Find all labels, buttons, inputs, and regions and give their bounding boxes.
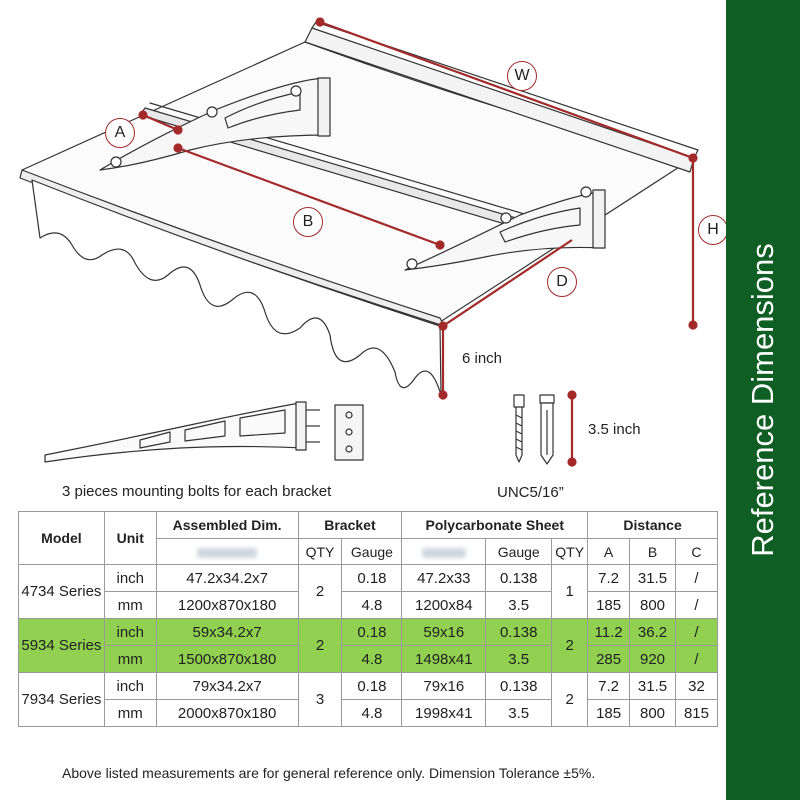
bracket-qty-cell: 3 [298, 673, 342, 727]
table-row [19, 619, 718, 646]
sheet-cell: 47.2x33 [402, 565, 486, 592]
sheet-cell: 1998x41 [402, 700, 486, 727]
dim-label-6-inch: 6 inch [462, 350, 503, 367]
dist-b-cell: 31.5 [630, 673, 676, 700]
table-row [19, 646, 718, 673]
table-row [19, 592, 718, 619]
expansion-anchor-icon [540, 395, 554, 464]
gauge-cell: 0.18 [342, 673, 402, 700]
model-cell: 4734 Series [19, 565, 105, 619]
mounting-bolt-icon [514, 395, 524, 462]
bracket-side-view [45, 402, 305, 462]
dist-c-cell: 32 [675, 673, 717, 700]
dist-a-cell: 285 [588, 646, 630, 673]
model-cell: 7934 Series [19, 673, 105, 727]
unit-cell: inch [104, 619, 156, 646]
sheet-gauge-cell: 3.5 [486, 592, 552, 619]
bolt-label: UNC5/16” [497, 484, 564, 501]
dim-label-3-5-inch: 3.5 inch [588, 421, 641, 438]
dist-c-cell: / [675, 619, 717, 646]
sheet-gauge-cell: 3.5 [486, 646, 552, 673]
footnote: Above listed measurements are for general reference only. Dimension Tolerance ±5%. [62, 765, 596, 781]
assembled-cell: 1200x870x180 [156, 592, 298, 619]
dist-a-cell: 11.2 [588, 619, 630, 646]
dist-c-cell: / [675, 565, 717, 592]
dist-c-cell: / [675, 646, 717, 673]
unit-cell: mm [104, 592, 156, 619]
unit-cell: inch [104, 673, 156, 700]
unit-cell: mm [104, 646, 156, 673]
gauge-cell: 4.8 [342, 646, 402, 673]
sheet-cell: 1200x84 [402, 592, 486, 619]
sheet-qty-cell: 2 [552, 619, 588, 673]
subheader-gauge: Gauge [342, 539, 402, 565]
table-row [19, 673, 718, 700]
header-assembled: Assembled Dim. [156, 512, 298, 539]
subheader-a: A [588, 539, 630, 565]
unit-cell: mm [104, 700, 156, 727]
table-row [19, 700, 718, 727]
sheet-cell: 59x16 [402, 619, 486, 646]
gauge-cell: 0.18 [342, 619, 402, 646]
sheet-gauge-cell: 0.138 [486, 565, 552, 592]
sheet-cell: 1498x41 [402, 646, 486, 673]
sheet-gauge-cell: 0.138 [486, 619, 552, 646]
dim-label-a: A [105, 118, 135, 148]
dist-a-cell: 7.2 [588, 565, 630, 592]
side-title: Reference Dimensions [745, 243, 780, 557]
sheet-qty-cell: 2 [552, 673, 588, 727]
subheader-qty: QTY [298, 539, 342, 565]
assembled-cell: 2000x870x180 [156, 700, 298, 727]
bracket-qty-cell: 2 [298, 565, 342, 619]
dist-b-cell: 36.2 [630, 619, 676, 646]
sheet-gauge-cell: 3.5 [486, 700, 552, 727]
sheet-cell: 79x16 [402, 673, 486, 700]
subheader-sheet-gauge: Gauge [486, 539, 552, 565]
subheader-sheet-qty: QTY [552, 539, 588, 565]
sheet-gauge-cell: 0.138 [486, 673, 552, 700]
header-unit: Unit [104, 512, 156, 565]
assembled-cell: 59x34.2x7 [156, 619, 298, 646]
subheader-b: B [630, 539, 676, 565]
bracket-qty-cell: 2 [298, 619, 342, 673]
canopy-top-sheet [22, 42, 690, 322]
model-cell: 5934 Series [19, 619, 105, 673]
dist-b-cell: 920 [630, 646, 676, 673]
dim-label-b: B [293, 207, 323, 237]
header-distance: Distance [588, 512, 718, 539]
dist-b-cell: 31.5 [630, 565, 676, 592]
redacted-label [156, 539, 298, 565]
dist-a-cell: 7.2 [588, 673, 630, 700]
assembled-cell: 1500x870x180 [156, 646, 298, 673]
subheader-c: C [675, 539, 717, 565]
table-row [19, 565, 718, 592]
bracket-caption: 3 pieces mounting bolts for each bracket [62, 483, 332, 500]
dist-a-cell: 185 [588, 592, 630, 619]
header-sheet: Polycarbonate Sheet [402, 512, 588, 539]
sheet-qty-cell: 1 [552, 565, 588, 619]
dim-label-h: H [698, 215, 728, 245]
redacted-label [402, 539, 486, 565]
header-bracket: Bracket [298, 512, 402, 539]
gauge-cell: 4.8 [342, 700, 402, 727]
assembled-cell: 79x34.2x7 [156, 673, 298, 700]
dist-a-cell: 185 [588, 700, 630, 727]
unit-cell: inch [104, 565, 156, 592]
header-model: Model [19, 512, 105, 565]
dim-label-w: W [507, 61, 537, 91]
dist-b-cell: 800 [630, 700, 676, 727]
gauge-cell: 0.18 [342, 565, 402, 592]
spec-table [18, 511, 718, 727]
assembled-cell: 47.2x34.2x7 [156, 565, 298, 592]
dim-label-d: D [547, 267, 577, 297]
gauge-cell: 4.8 [342, 592, 402, 619]
dist-c-cell: 815 [675, 700, 717, 727]
dist-c-cell: / [675, 592, 717, 619]
dist-b-cell: 800 [630, 592, 676, 619]
